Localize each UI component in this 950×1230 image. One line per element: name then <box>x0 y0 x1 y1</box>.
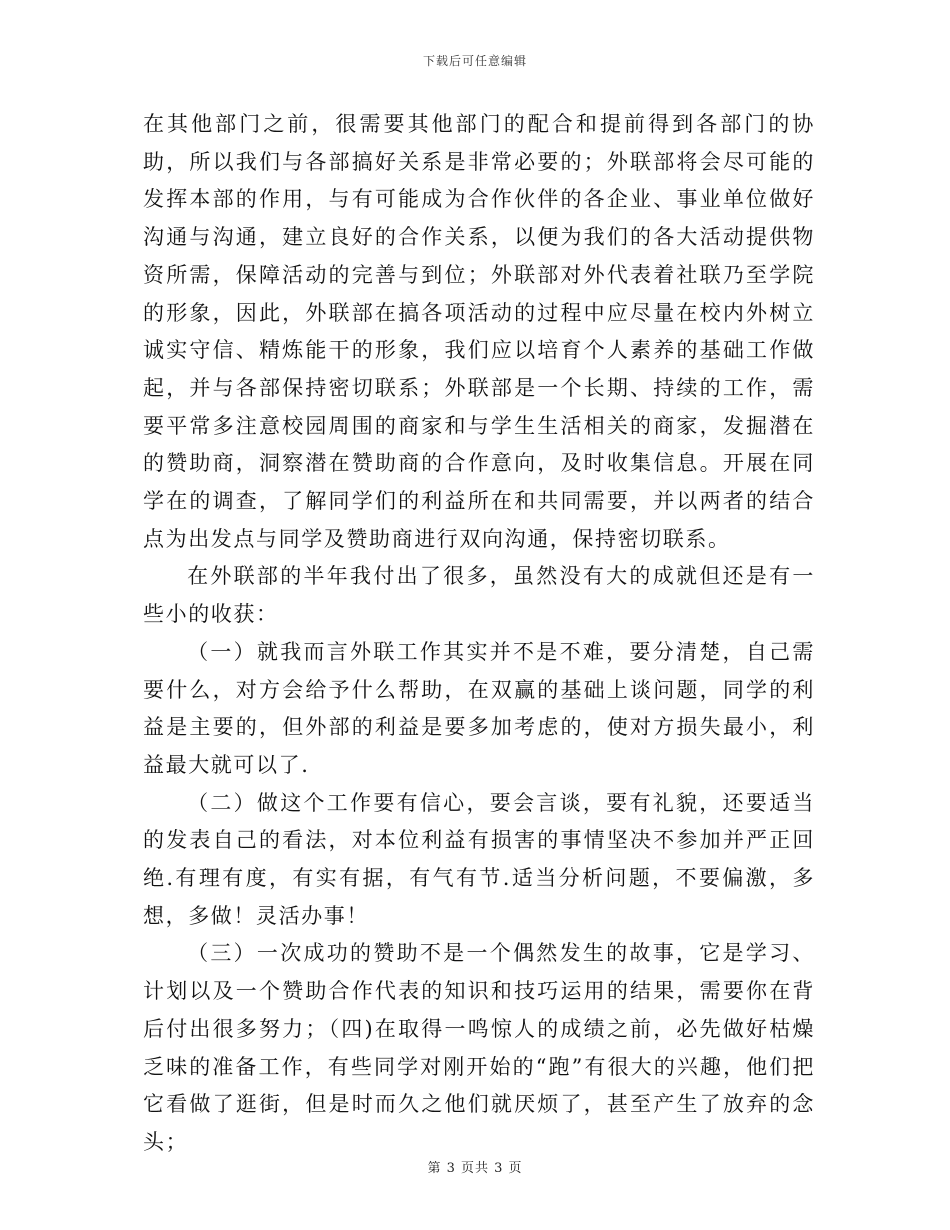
document-body <box>143 106 815 1162</box>
paragraph-summary-intro: 在外联部的半年我付出了很多，虽然没有大的成就但还是有一些小的收获： <box>143 564 815 627</box>
page-header: 下载后可任意编辑 <box>422 54 527 68</box>
paragraph-point-2: （二）做这个工作要有信心，要会言谈，要有礼貌，还要适当的发表自己的看法，对本位利益有损害的事情坚决不参加并严正回绝.有理有度，有实有据，有气有节.适当分析问题，不要偏激，多想，多做！灵活办事！ <box>143 790 815 928</box>
paragraph-point-1: （一）就我而言外联工作其实并不是不难，要分清楚，自己需要什么，对方会给予什么帮助，在双赢的基础上谈问题，同学的利益是主要的，但外部的利益是要多加考虑的，使对方损失最小，利益最大就可以了. <box>143 639 815 777</box>
paragraph-continuation: 在其他部门之前，很需要其他部门的配合和提前得到各部门的协助，所以我们与各部搞好关系是非常必要的；外联部将会尽可能的发挥本部的作用，与有可能成为合作伙伴的各企业、事业单位做好沟通与沟通，建立良好的合作关系，以便为我们的各大活动提供物资所需，保障活动的完善与到位；外联部对外代表着社联乃至学院的形象，因此，外联部在搞各项活动的过程中应尽量在校内外树立诚实守信、精炼能干的形象，我们应以培育个人素养的基础工作做起，并与各部保持密切联系；外联部是一个长期、持续的工作，需要平常多注意校园周围的商家和与学生生活相关的商家，发掘潜在的赞助商，洞察潜在赞助商的合作意向，及时收集信息。开展在同学在的调查，了解同学们的利益所在和共同需要，并以两者的结合点为出发点与同学及赞助商进行双向沟通，保持密切联系。 <box>143 112 815 551</box>
paragraph-point-3: （三）一次成功的赞助不是一个偶然发生的故事，它是学习、计划以及一个赞助合作代表的知识和技巧运用的结果，需要你在背后付出很多努力；（四)在取得一鸣惊人的成绩之前，必先做好枯燥乏味的准备工作，有些同学对刚开始的“跑”有很大的兴趣，他们把它看做了逛街，但是时而久之他们就厌烦了，甚至产生了放弃的念头； <box>143 941 815 1154</box>
page-footer: 第 3 页共 3 页 <box>427 1161 523 1176</box>
